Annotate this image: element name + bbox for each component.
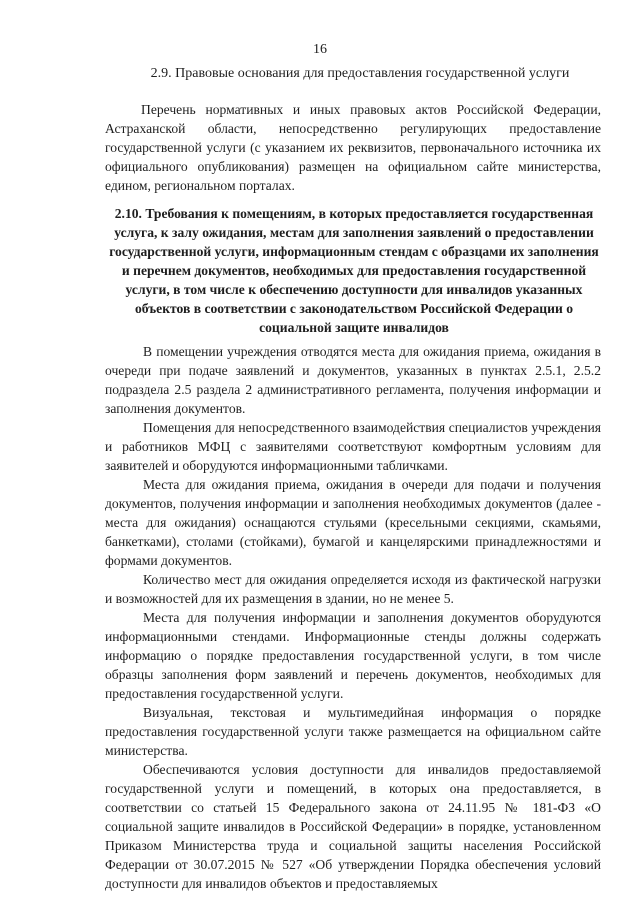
page-number: 16 (313, 42, 327, 57)
section-heading-2-10: 2.10. Требования к помещениям, в которых предоставляется государственная услуга, к залу ожидания, местам для заполнения заявлений о предоставлении государственной услуги, информационным стендам с образцами их заполнения и перечнем документов, необходимых для предоставления государственной услуги, в том числе к обеспечению доступности для инвалидов указанных объектов в соответствии с законодательством Российской Федерации о социальной защите инвалидов (109, 206, 599, 335)
paragraph-seat-count: Количество мест для ожидания определяется исходя из фактической нагрузки и возможностей для их размещения в здании, но не менее 5. (105, 572, 601, 606)
paragraph-waiting-equipment: Места для ожидания приема, ожидания в очереди для подачи и получения документов, получения информации и заполнения необходимых документов (далее - места для ожидания) оснащаются стульями (кресельными секциями, скамьями, банкетками), столами (стойками), бумагой и канцелярскими принадлежностями и формами документов. (105, 477, 601, 568)
section-heading-2-9: 2.9. Правовые основания для предоставления государственной услуги (150, 66, 570, 81)
legal-acts-paragraph: Перечень нормативных и иных правовых актов Российской Федерации, Астраханской области, непосредственно регулирующих предоставление государственной услуги (с указанием их реквизитов, первоначального источника их официального опубликования) размещен на официальном сайте министерства, едином, региональном порталах. (105, 102, 601, 193)
paragraph-waiting-places: В помещении учреждения отводятся места для ожидания приема, ожидания в очереди при подаче заявлений и документов, указанных в пунктах 2.5.1, 2.5.2 подраздела 2.5 раздела 2 административного регламента, получения информации и заполнения документов. (105, 344, 601, 416)
paragraph-multimedia-info: Визуальная, текстовая и мультимедийная информация о порядке предоставления государственной услуги также размещается на официальном сайте министерства. (105, 705, 601, 758)
legal-acts-paragraph-block (105, 100, 601, 195)
paragraph-premises-mfc: Помещения для непосредственного взаимодействия специалистов учреждения и работников МФЦ с заявителями соответствуют комфортным условиям для заявителей и оборудуются информационными табличками. (105, 420, 601, 473)
section-2-10-body (105, 342, 601, 893)
paragraph-info-stands: Места для получения информации и заполнения документов оборудуются информационными стендами. Информационные стенды должны содержать информацию о порядке предоставления государственной услуги, в том числе образцы заполнения форм заявлений и перечень документов, необходимых для предоставления государственной услуги. (105, 610, 601, 701)
paragraph-accessibility: Обеспечиваются условия доступности для инвалидов предоставляемой государственной услуги и помещений, в которых она предоставляется, в соответствии со статьей 15 Федерального закона от 24.11.95 № 181-ФЗ «О социальной защите инвалидов в Российской Федерации» в порядке, установленном Приказом Министерства труда и социальной защиты населения Российской Федерации от 30.07.2015 № 527 «Об утверждении Порядка обеспечения условий доступности для инвалидов объектов и предоставляемых (105, 762, 601, 891)
